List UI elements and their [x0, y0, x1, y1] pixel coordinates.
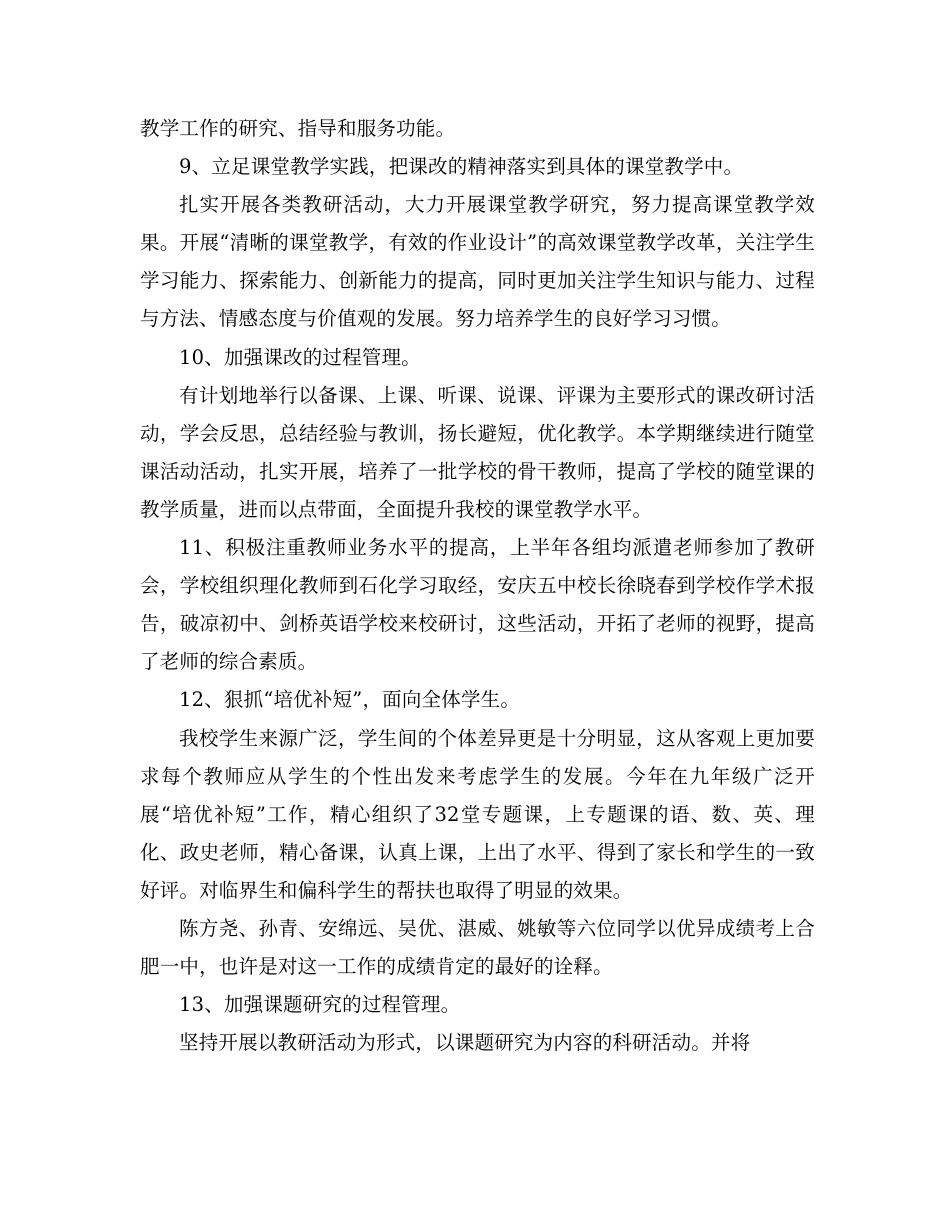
paragraph-4: 10、加强课改的过程管理。 [179, 345, 421, 369]
paragraph-7: 12、狠抓“培优补短”，面向全体学生。 [179, 688, 521, 712]
paragraph-10: 13、加强课题研究的过程管理。 [179, 993, 461, 1017]
paragraph-8: 我校学生来源广泛，学生间的个体差异更是十分明显，这从客观上更加要求每个教师应从学生的个性出发来考虑学生的发展。今年在九年级广泛开展“培优补短”工作，精心组织了32堂专题课，上专题课的语、数、英、理化、政史老师，精心备课，认真上课，上出了水平、得到了家长和学生的一致好评。对临界生和偏科学生的帮扶也取得了明显的效果。 [140, 726, 815, 902]
paragraph-3: 扎实开展各类教研活动，大力开展课堂教学研究，努力提高课堂教学效果。开展“清晰的课堂教学，有效的作业设计”的高效课堂教学改革，关注学生学习能力、探索能力、创新能力的提高，同时更加关注学生知识与能力、过程与方法、情感态度与价值观的发展。努力培养学生的良好学习习惯。 [140, 193, 815, 331]
paragraph-6: 11、积极注重教师业务水平的提高，上半年各组均派遣老师参加了教研会，学校组织理化教师到石化学习取经，安庆五中校长徐晓春到学校作学术报告，破凉初中、剑桥英语学校来校研讨，这些活动，开拓了老师的视野，提高了老师的综合素质。 [140, 536, 815, 674]
paragraph-5: 有计划地举行以备课、上课、听课、说课、评课为主要形式的课改研讨活动，学会反思，总结经验与教训，扬长避短，优化教学。本学期继续进行随堂课活动活动，扎实开展，培养了一批学校的骨干教师，提高了学校的随堂课的教学质量，进而以点带面，全面提升我校的课堂教学水平。 [140, 383, 815, 521]
paragraph-11: 坚持开展以教研活动为形式，以课题研究为内容的科研活动。并将 [179, 1031, 751, 1055]
document-body [140, 110, 815, 1062]
paragraph-2: 9、立足课堂教学实践，把课改的精神落实到具体的课堂教学中。 [179, 155, 744, 179]
paragraph-1: 教学工作的研究、指导和服务功能。 [140, 117, 456, 140]
paragraph-9: 陈方尧、孙青、安绵远、吴优、湛威、姚敏等六位同学以优异成绩考上合肥一中，也许是对这一工作的成绩肯定的最好的诠释。 [140, 916, 815, 979]
